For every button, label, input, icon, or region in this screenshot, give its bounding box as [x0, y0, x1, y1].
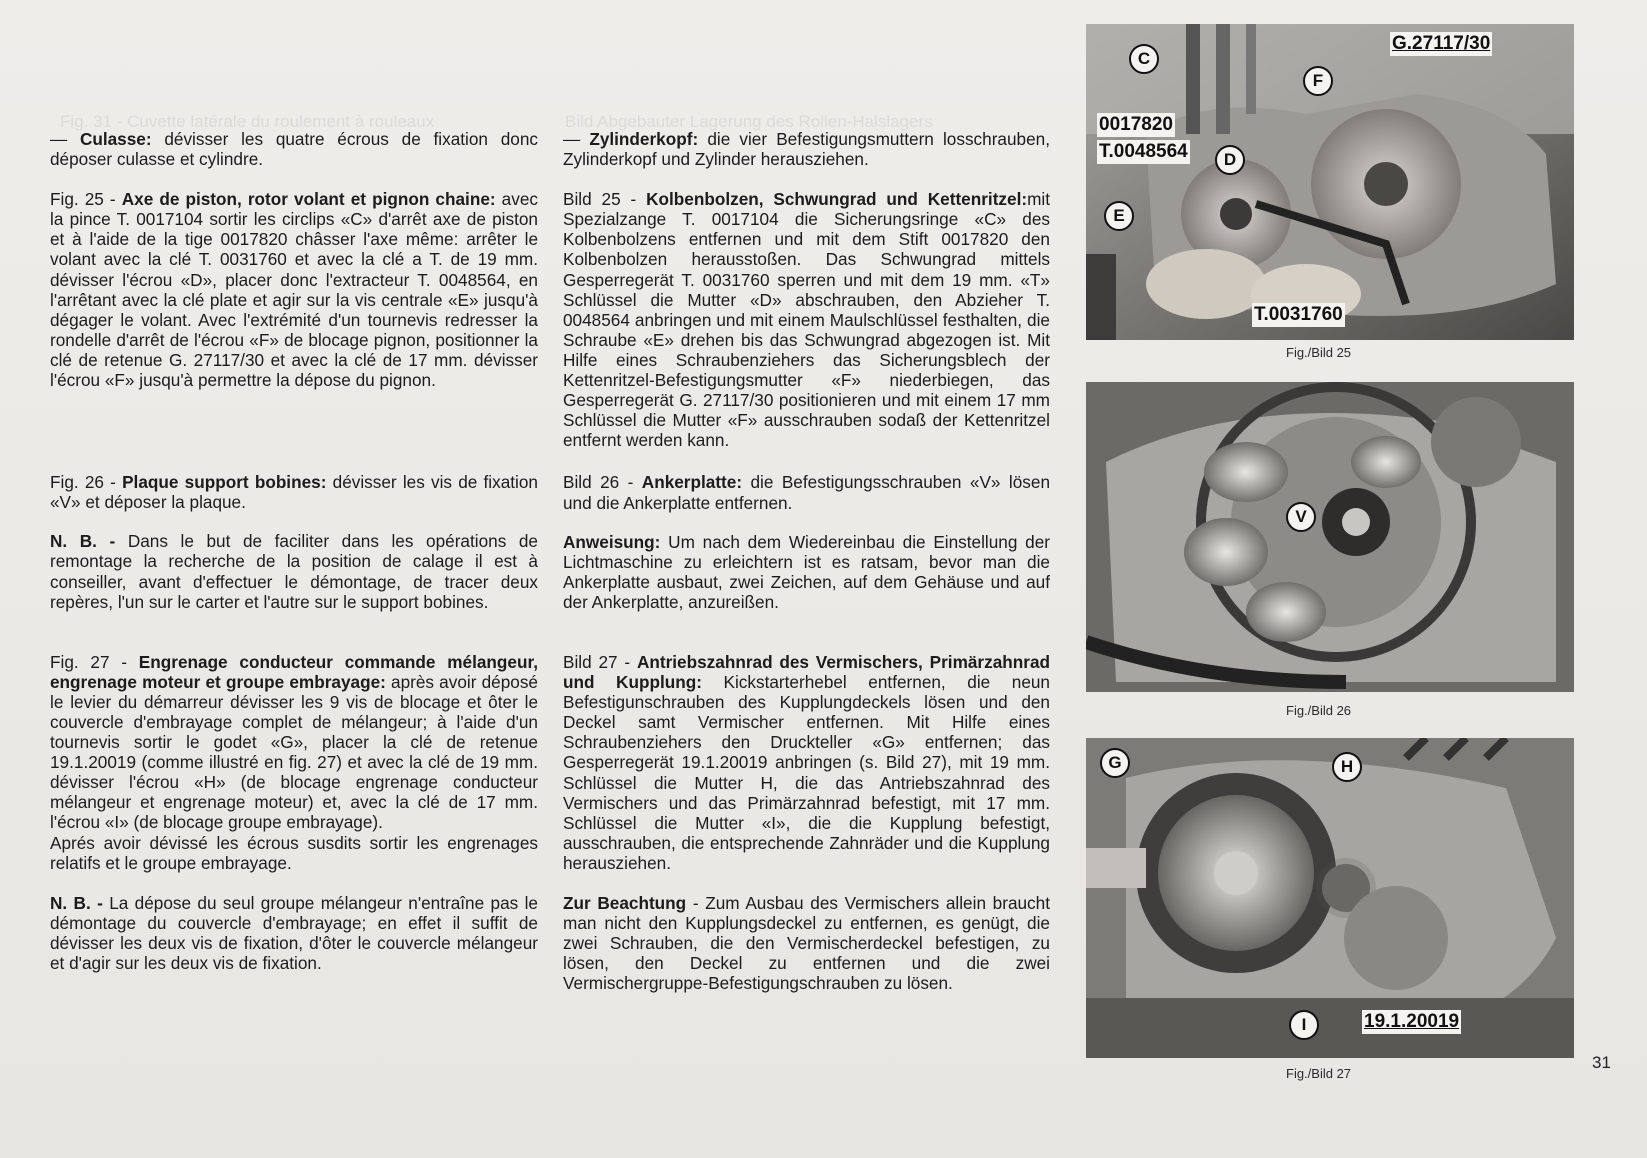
fig25-label-c: C: [1129, 44, 1159, 74]
german-column: [563, 129, 1050, 993]
fr-fig25-paragraph: Fig. 25 - Axe de piston, rotor volant et pignon chaine: avec la pince T. 0017104 sortir les circlips «C» d'arrêt axe de piston et à l'aide de la tige 0017820 châsser l'axe même: arrêter le volant avec la clé T. 0031760 et avec la clé a T. de 19 mm. dévisser l'écrou «D», placer donc l'extracteur T. 0048564, en l'arrêtant avec la clé plate et agir sur la vis centrale «E» jusqu'à dégager le volant. Avec l'extrémité d'un tournevis redresser la rondelle d'arrêt de l'écrou «F» de blocage pignon, positionner la clé de retenue G. 27117/30 et avec la clé de 17 mm. dévisser l'écrou «F» jusqu'à permettre la dépose du pignon.: [50, 189, 538, 391]
fig27-label-19120019: 19.1.20019: [1364, 1011, 1460, 1032]
french-column: [50, 129, 538, 973]
fig26-label-v: V: [1286, 502, 1316, 532]
figure-26-photo: [1086, 382, 1574, 692]
fr-apres-paragraph: Aprés avoir dévissé les écrous susdits sortir les engrenages relatifs et le groupe embrayage.: [50, 832, 538, 873]
fig27-label-i: I: [1289, 1010, 1319, 1040]
fr-nb2-paragraph: N. B. - La dépose du seul groupe mélangeur n'entraîne pas le démontage du couvercle d'embrayage; en effet il suffit de dévisser les deux vis de fixation, d'ôter le couvercle mélangeur et d'agir sur les deux vis de fixation.: [50, 892, 538, 973]
de-anweisung-paragraph: Anweisung: Um nach dem Wiedereinbau die Einstellung der Lichtmaschine zu erleichtern ist es ratsam, bevor man die Ankerplatte ausbaut, zwei Zeichen, auf dem Gehäuse und auf der Ankerplatte, anzureißen.: [563, 531, 1050, 612]
clutch-assembly-illustration: [1086, 738, 1574, 1058]
fig27-caption: Fig./Bild 27: [1286, 1066, 1352, 1081]
de-zylinderkopf-paragraph: — Zylinderkopf: die vier Befestigungsmuttern losschrauben, Zylinderkopf und Zylinder herausziehen.: [563, 129, 1050, 170]
fig25-label-f: F: [1303, 66, 1333, 96]
fr-culasse-paragraph: — Culasse: dévisser les quatre écrous de fixation donc déposer culasse et cylindre.: [50, 129, 538, 170]
de-beachtung-paragraph: Zur Beachtung - Zum Ausbau des Vermischers allein braucht man nicht den Kupplungsdeckel zu entfernen, es genügt, die zwei Schrauben, die den Vermischerdeckel befestigen, zu lösen, den Deckel zu entfernen und die zwei Vermischergruppe-Befestigungschrauben zu lösen.: [563, 893, 1050, 994]
de-bild25-paragraph: Bild 25 - Kolbenbolzen, Schwungrad und Kettenritzel:mit Spezialzange T. 0017104 die Sicherungsringe «C» des Kolbenbolzens entfernen und mit dem Stift 0017820 den Kolbenbolzen herausstoßen. Das Schwungrad mittels Gesperregerät T. 0031760 sperren und mit dem 19 mm. «T» Schlüssel die Mutter «D» abschrauben, den Abzieher T. 0048564 anbringen und mit einem Maulschlüssel festhalten, die Schraube «E» drehen bis das Schwungrad abgezogen ist. Mit Hilfe eines Schraubenziehers das Sicherungsblech der Kettenritzel-Befestigungsmutter «F» niederbiegen, das Gesperregerät G. 27117/30 positionieren und mit einem 17 mm Schlüssel die Mutter «F» ausschrauben sodaß der Kettenritzel entfernt werden kann.: [563, 189, 1050, 451]
fig25-label-d: D: [1215, 145, 1245, 175]
de-bild27-paragraph: Bild 27 - Antriebszahnrad des Vermischers, Primärzahnrad und Kupplung: Kickstarterhebel entfernen, die neun Befestigunschrauben des Kupplungdeckels lösen und den Deckel samt Vermischer entfernen. Mit Hilfe eines Schraubenziehers den Druckteller «G» entfernen; das Gesperregerät 19.1.20019 anbringen (s. Bild 27), mit 19 mm. Schlüssel die Mutter H, die das Antriebszahnrad des Vermischers und das Primärzahnrad befestigt, mit 17 mm. Schlüssel die Mutter «I», die die Kupplung befestigt, ausschrauben, die entsprechende Zahnräder und die Kupplung herausziehen.: [563, 651, 1050, 873]
fig25-caption: Fig./Bild 25: [1286, 345, 1352, 360]
fig25-label-e: E: [1104, 201, 1134, 231]
stator-plate-illustration: [1086, 382, 1574, 692]
fig27-label-g: G: [1100, 748, 1130, 778]
fig25-label-0017820: 0017820: [1099, 114, 1173, 135]
fig25-label-t0048564: T.0048564: [1099, 141, 1188, 162]
de-bild26-paragraph: Bild 26 - Ankerplatte: die Befestigungsschrauben «V» lösen und die Ankerplatte entfernen.: [563, 472, 1050, 513]
page-number: 31: [1592, 1053, 1611, 1072]
fig26-caption: Fig./Bild 26: [1286, 703, 1352, 718]
fr-nb1-paragraph: N. B. - Dans le but de faciliter dans les opérations de remontage la recherche de la position de calage il est à conseiller, avant d'effectuer le démontage, de tracer deux repères, l'un sur le carter et l'autre sur le support bobines.: [50, 531, 538, 612]
figure-27-photo: [1086, 738, 1574, 1058]
fig27-label-h: H: [1332, 752, 1362, 782]
bleed-through-artifact: Bild Abgebauter Lagerung des Rollen-Halslagers: [565, 112, 933, 131]
bleed-through-artifact: Fig. 31 - Cuvette latérale du roulement à rouleaux: [60, 112, 435, 131]
fig25-label-g27117: G.27117/30: [1392, 33, 1491, 54]
fr-fig27-paragraph: Fig. 27 - Engrenage conducteur commande mélangeur, engrenage moteur et groupe embrayage: après avoir déposé le levier du démarreur dévisser les 9 vis de blocage et ôter le couvercle d'embrayage complet de mélangeur; à l'aide d'un tournevis sortir le godet «G», placer la clé de retenue 19.1.20019 (comme illustré en fig. 27) et avec la clé de 19 mm. dévisser l'écrou «H» (de blocage engrenage conducteur mélangeur et engrenage moteur) et, avec la clé de 17 mm. l'écrou «I» (de blocage groupe embrayage).: [50, 651, 538, 833]
fr-fig26-paragraph: Fig. 26 - Plaque support bobines: dévisser les vis de fixation «V» et déposer la plaque.: [50, 472, 538, 513]
fig25-label-t0031760: T.0031760: [1254, 304, 1343, 325]
